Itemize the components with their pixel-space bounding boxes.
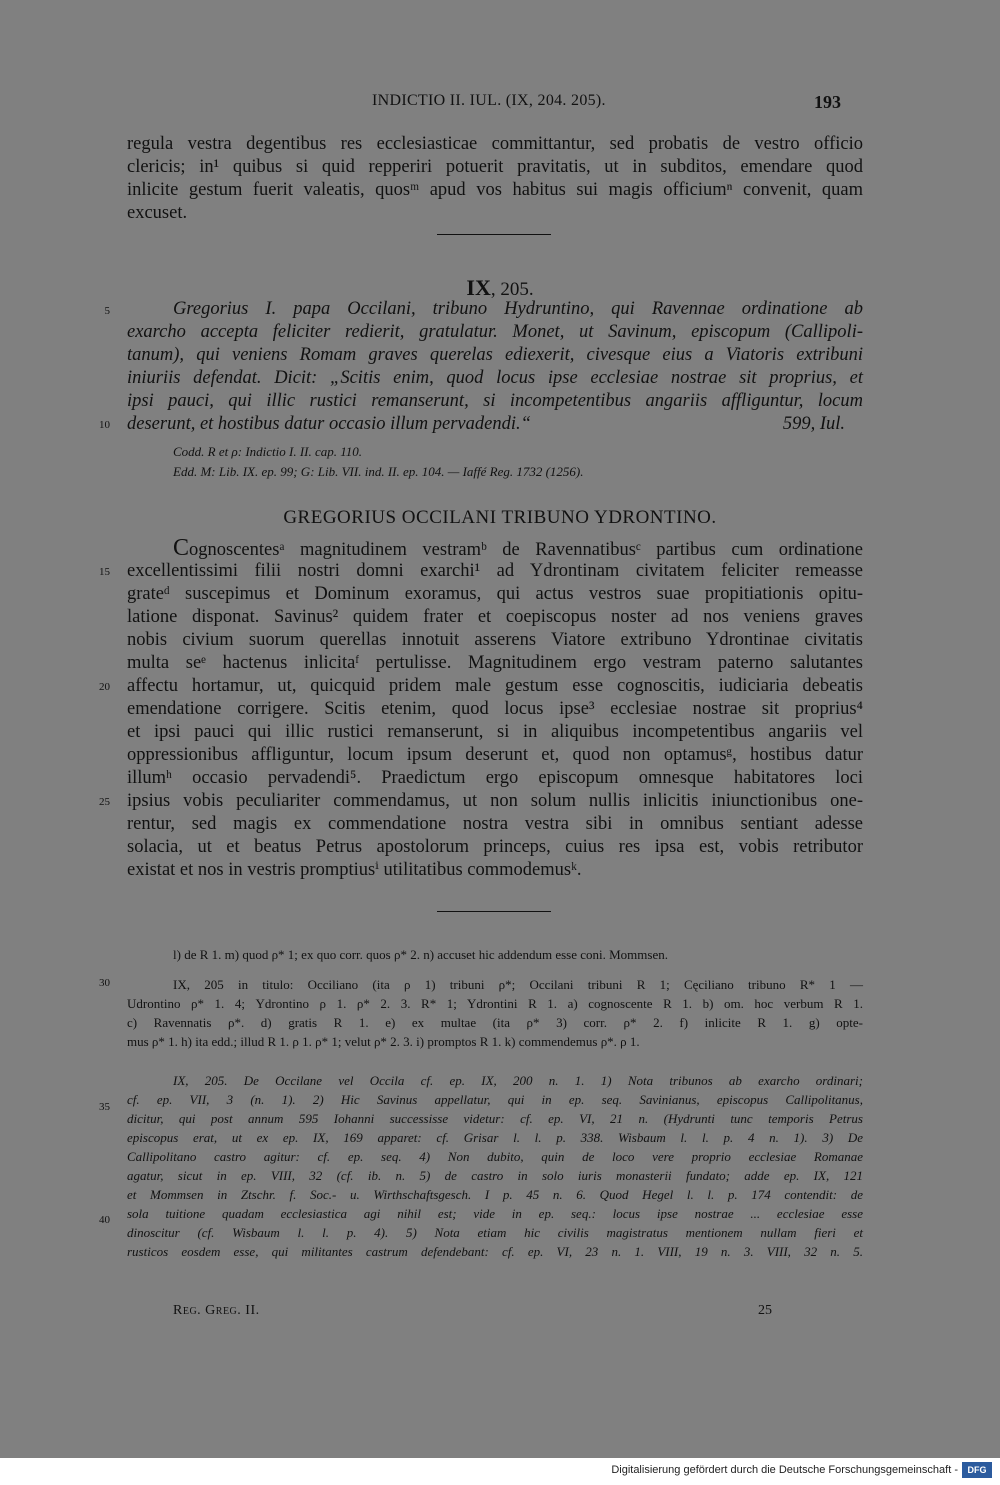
note-line: dicitur, qui post annum 595 Iohanni successisse videtur: cf. ep. VI, 21 n. (Hydrunti tunc temporis Petrus xyxy=(127,1111,863,1126)
line-number: 25 xyxy=(99,796,110,808)
text-line: solacia, ut et beatus Petrus apostolorum princeps, cuius res ipsa est, vobis retributor xyxy=(127,837,863,857)
text-line: emendatione corrigere. Scitis etenim, quod locus ipse³ ecclesiae nostrae sit proprius⁴ xyxy=(127,699,863,719)
line-number: 10 xyxy=(99,419,110,431)
separator-rule xyxy=(437,234,551,235)
summary-paragraph xyxy=(127,298,863,436)
text-line: et ipsi pauci qui illic rustici remanserunt, si in aliquibus incompetentibus angariis vel xyxy=(127,722,863,742)
note-line: Callipolitano castro agitur: cf. ep. seq. 4) Non dubito, quin de loco vere proprio ecclesiae Romanae xyxy=(127,1149,863,1164)
apparatus-line: Udrontino ρ* 1. 4; Ydrontino ρ 1. ρ* 2. 3. R* 1; Ydrontini R 1. a) cognoscente R 1. b) om. hoc verbum R 1. xyxy=(127,996,863,1011)
historical-notes xyxy=(127,1071,863,1261)
text-line: regula vestra degentibus res ecclesiasticae committantur, sed probatis de vestro officio xyxy=(127,134,863,154)
digitization-footer xyxy=(0,1458,1000,1485)
apparatus-line: mus ρ* 1. h) ita edd.; illud R 1. ρ 1. ρ* 1; velut ρ* 2. 3. i) promptos R 1. k) commendemus ρ*. ρ 1. xyxy=(127,1034,640,1049)
text-line: clericis; in¹ quibus si quid repperiri potuerit pravitatis, ut in subditos, emendare quod xyxy=(127,157,863,177)
note-line: rusticos eosdem esse, qui militantes castrum defendebant: cf. ep. VI, 23 n. 1. VIII, 19 n. 3. VIII, 32 n. 5. xyxy=(127,1244,863,1259)
text-line: multa seᵉ hactenus inlicitaᶠ pertulisse. Magnitudinem ergo vestram paterno salutantes xyxy=(127,653,863,673)
line-number: 35 xyxy=(99,1101,110,1113)
note-line: episcopus erat, ut ex ep. IX, 169 apparet: cf. Grisar l. l. p. 338. Wisbaum l. l. p. 4 n. 1). 3) De xyxy=(127,1130,863,1145)
line-number: 5 xyxy=(104,305,110,317)
summary-line: exarcho accepta feliciter redierit, gratulatur. Monet, ut Savinum, episcopum (Callipoli- xyxy=(127,322,863,342)
line-number: 15 xyxy=(99,566,110,578)
section-number: IX xyxy=(466,275,491,300)
critical-apparatus xyxy=(127,975,863,1051)
signature-mark: Reg. Greg. II. xyxy=(173,1303,260,1318)
text-line: nobis civium suorum querellas innotuit asserens Viatore extribuno Ydrontinae civitatis xyxy=(127,630,863,650)
text-line: grateᵈ suscepimus et Dominum exoramus, qui actus vestros suae propitiationis opitu- xyxy=(127,584,863,604)
text-line: ipsius vobis peculiariter commendamus, ut non solum nullis inlicitis iniunctionibus one- xyxy=(127,791,863,811)
apparatus-line: c) Ravennatis ρ*. d) gratis R 1. e) ex multae (ita ρ* 3) corr. ρ* 2. f) inlicite R 1. g) opte- xyxy=(127,1015,863,1030)
text-line: excuset. xyxy=(127,203,188,223)
signature-number: 25 xyxy=(758,1303,772,1318)
summary-line: tanum), qui veniens Romam graves querelas ediexerit, civesque eius a Viatoris extribuni xyxy=(127,345,863,365)
continuation-paragraph xyxy=(127,133,863,225)
note-line: sola tuitione quadam ecclesiastica agi nihil est; vide in ep. seq.: locus ipse nostrae ... ecclesiae esse xyxy=(127,1206,863,1221)
text-line: affectu hortamur, ut, quicquid pridem male gestum esse cognoscitis, iudiciaria debeatis xyxy=(127,676,863,696)
letter-body xyxy=(127,537,863,882)
page-number: 193 xyxy=(814,92,841,112)
section-heading: IX, 205. xyxy=(466,275,534,300)
text-line: ognoscentesᵃ magnitudinem vestramᵇ de Ravennatibusᶜ partibus cum ordinatione xyxy=(189,540,863,560)
text-line: existat et nos in vestris promptiusⁱ utilitatibus commodemusᵏ. xyxy=(127,860,582,880)
text-line: illumʰ occasio pervadendi⁵. Praedictum ergo episcopum omnesque habitatores loci xyxy=(127,768,863,788)
separator-rule xyxy=(437,911,551,912)
line-number: 20 xyxy=(99,681,110,693)
line-number: 30 xyxy=(99,977,110,989)
section-subnumber: 205. xyxy=(500,279,534,300)
note-line: dinoscitur (cf. Wisbaum l. l. p. 4). 5) Nota etiam hic civilis magistratus mentionem nullam fieri et xyxy=(127,1225,863,1240)
editions-line: Edd. M: Lib. IX. ep. 99; G: Lib. VII. ind. II. ep. 104. — Iaffé Reg. 1732 (1256). xyxy=(173,464,584,479)
text-line: rentur, sed magis ex commendatione nostra vestra sibi in omnibus sentiant adesse xyxy=(127,814,863,834)
apparatus-line: IX, 205 in titulo: Occiliano (ita ρ 1) tribuni ρ*; Occilani tribuni R 1; Cęciliano tribuno R* 1 — xyxy=(173,977,863,992)
summary-line: Gregorius I. papa Occilani, tribuno Hydruntino, qui Ravennae ordinatione ab xyxy=(173,299,863,319)
letter-title: GREGORIUS OCCILANI TRIBUNO YDRONTINO. xyxy=(283,507,717,528)
text-line: inlicite gestum fuerit valeatis, quosᵐ apud vos habitus sui magis officiumⁿ convenit, quam xyxy=(127,180,863,200)
funding-notice: Digitalisierung gefördert durch die Deutsche Forschungsgemeinschaft - xyxy=(611,1464,958,1476)
text-line: excellentissimi filii nostri domni exarchi¹ ad Ydrontinam civitatem feliciter remeasse xyxy=(127,561,863,581)
codices-line: Codd. R et ρ: Indictio I. II. cap. 110. xyxy=(173,444,363,459)
summary-line: ipsi pauci, qui illic rustici remanserunt, si incompetentibus angariis affliguntur, locum xyxy=(127,391,863,411)
note-line: et Mommsen in Ztschr. f. Soc.- u. Wirthschaftsgesch. I p. 45 n. 6. Quod Hegel l. l. p. 174 contendit: de xyxy=(127,1187,863,1202)
apparatus-first xyxy=(127,945,863,964)
text-line: oppressionibus affliguntur, locum ipsum deserunt et, quod non optamusᵍ, hostibus datur xyxy=(127,745,863,765)
summary-line xyxy=(127,413,863,436)
summary-line: iniuriis defendat. Dicit: „Scitis enim, quod locus ipse ecclesiae nostrae sit proprius, et xyxy=(127,368,863,388)
letter-first-line xyxy=(127,537,863,560)
line-number: 40 xyxy=(99,1214,110,1226)
note-line: cf. ep. VII, 3 (n. 1). 2) Hic Savinus appellatur, qui in ep. seq. Savinianus, episcopus Callipolitanus, xyxy=(127,1092,863,1107)
note-line: agatur, sicut in ep. VIII, 32 (cf. ib. n. 5) de castro in solo iuris monasterii fundato; adde ep. IX, 121 xyxy=(127,1168,863,1183)
initial-letter: C xyxy=(173,535,190,561)
text-line: latione disponat. Savinus² quidem frater et coepiscopus noster ad nos veniens graves xyxy=(127,607,863,627)
note-line: IX, 205. De Occilane vel Occila cf. ep. IX, 200 n. 1. 1) Nota tribunos ab exarcho ordinari; xyxy=(173,1073,863,1088)
summary-last-line: deserunt, et hostibus datur occasio illum pervadendi.“ xyxy=(127,414,531,434)
running-title: INDICTIO II. IUL. (IX, 204. 205). xyxy=(372,92,606,109)
dfg-logo: DFG xyxy=(962,1462,992,1478)
apparatus-line: l) de R 1. m) quod ρ* 1; ex quo corr. quos ρ* 2. n) accuset hic addendum esse coni. Mommsen. xyxy=(173,947,668,962)
summary-date: 599, Iul. xyxy=(782,414,845,434)
